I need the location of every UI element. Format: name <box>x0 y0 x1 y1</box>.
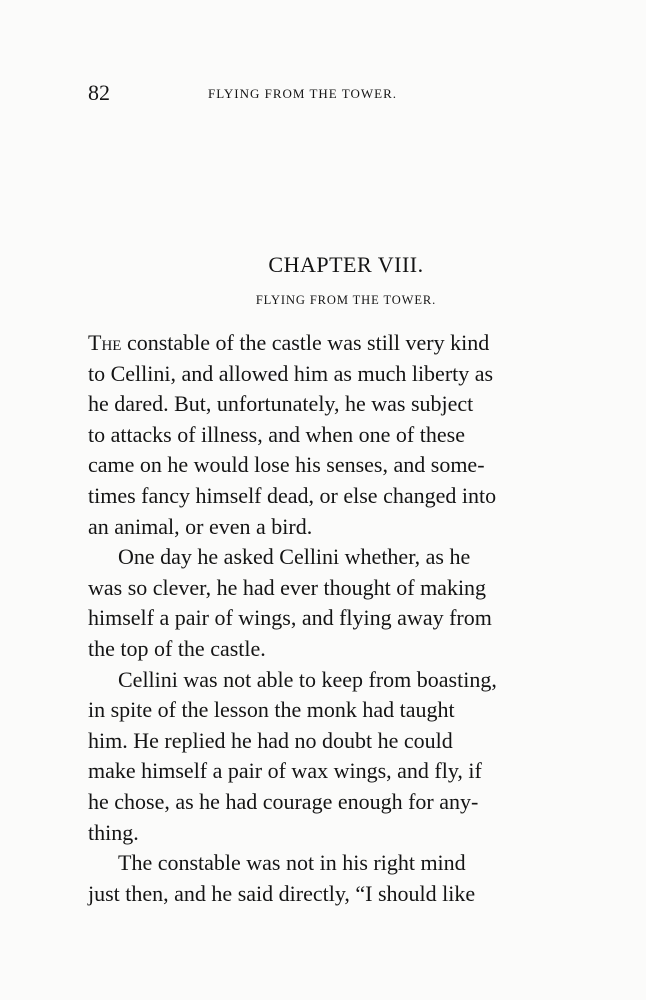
page-number: 82 <box>88 80 110 105</box>
paragraph-lead-word: The <box>88 330 122 355</box>
chapter-heading: CHAPTER VIII. <box>268 252 424 277</box>
text-line: him. He replied he had no doubt he could <box>88 727 453 753</box>
text-line: just then, and he said directly, “I should like <box>88 880 476 906</box>
running-head <box>88 80 546 110</box>
text-line: times fancy himself dead, or else changed into <box>88 482 497 508</box>
text-line: The constable was not in his right mind <box>118 850 466 876</box>
text-line: the top of the castle. <box>88 635 266 661</box>
paragraph-1 <box>88 328 546 542</box>
paragraph-2 <box>88 542 546 664</box>
text-line: thing. <box>88 819 139 845</box>
text-line: an animal, or even a bird. <box>88 513 313 539</box>
text-line: Cellini was not able to keep from boasting, <box>118 666 497 692</box>
text-line: to Cellini, and allowed him as much liberty as <box>88 360 494 386</box>
paragraph-4 <box>88 848 546 909</box>
text-line: constable of the castle was still very kind <box>121 330 490 355</box>
paragraph-3 <box>88 665 546 849</box>
text-line: was so clever, he had ever thought of making <box>88 574 487 600</box>
body-text <box>88 328 546 909</box>
text-line: he dared. But, unfortunately, he was subject <box>88 391 474 417</box>
text-line: in spite of the lesson the monk had taught <box>88 697 455 723</box>
chapter-subtitle: FLYING FROM THE TOWER. <box>255 293 437 307</box>
text-line: he chose, as he had courage enough for any- <box>88 788 479 814</box>
text-line: One day he asked Cellini whether, as he <box>118 544 471 570</box>
text-line: himself a pair of wings, and flying away from <box>88 605 492 631</box>
running-title: FLYING FROM THE TOWER. <box>208 86 397 101</box>
text-line: came on he would lose his senses, and some- <box>88 452 485 478</box>
text-line: make himself a pair of wax wings, and fly, if <box>88 758 482 784</box>
text-line: to attacks of illness, and when one of these <box>88 421 465 447</box>
